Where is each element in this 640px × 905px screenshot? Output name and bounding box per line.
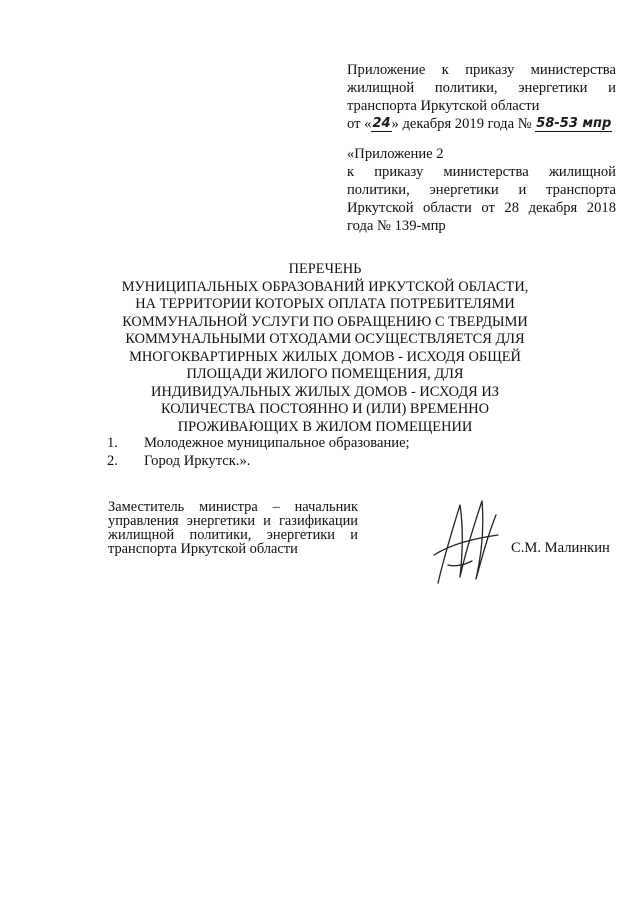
appendix2-header bbox=[347, 145, 616, 235]
appendix2-line-2: к приказу министерства жилищной bbox=[347, 164, 616, 180]
list-item bbox=[107, 452, 250, 470]
position-line-3: жилищной политики, энергетики и bbox=[108, 527, 358, 543]
document-title bbox=[120, 261, 530, 436]
list-item-text: Город Иркутск.». bbox=[144, 453, 251, 469]
appendix-header bbox=[347, 61, 616, 134]
appendix-line-2: жилищной политики, энергетики и bbox=[347, 80, 616, 96]
title-heading: ПЕРЕЧЕНЬ bbox=[288, 261, 362, 277]
appendix-date-line bbox=[347, 115, 616, 134]
signatory-position bbox=[108, 500, 358, 556]
date-prefix: от « bbox=[347, 116, 372, 132]
position-line-2: управления энергетики и газификации bbox=[108, 513, 358, 529]
appendix2-line-3: политики, энергетики и транспорта bbox=[347, 182, 616, 198]
title-body: МУНИЦИПАЛЬНЫХ ОБРАЗОВАНИЙ ИРКУТСКОЙ ОБЛАСТИ, НА ТЕРРИТОРИИ КОТОРЫХ ОПЛАТА ПОТРЕБИТЕЛЯМИ КОММУНАЛЬНОЙ УСЛУГИ ПО ОБРАЩЕНИЮ С ТВЕРДЫМИ КОММУНАЛЬНЫМИ ОТХОДАМИ ОСУЩЕСТВЛЯЕТСЯ ДЛЯ МНОГОКВАРТИРНЫХ ЖИЛЫХ ДОМОВ - ИСХОДЯ ОБЩЕЙ ПЛОЩАДИ ЖИЛОГО ПОМЕЩЕНИЯ, ДЛЯ ИНДИВИДУАЛЬНЫХ ЖИЛЫХ ДОМОВ - ИСХОДЯ ИЗ КОЛИЧЕСТВА ПОСТОЯННО И (ИЛИ) ВРЕМЕННО ПРОЖИВАЮЩИХ В ЖИЛОМ ПОМЕЩЕНИИ bbox=[121, 278, 529, 435]
list-item-number: 2. bbox=[107, 453, 118, 469]
list-item bbox=[107, 434, 410, 452]
appendix2-line-4: Иркутской области от 28 декабря 2018 bbox=[347, 200, 616, 216]
date-mid: » декабря 2019 года № bbox=[391, 116, 536, 132]
position-line-4: транспорта Иркутской области bbox=[108, 541, 298, 557]
position-line-1: Заместитель министра – начальник bbox=[108, 499, 358, 515]
handwritten-signature bbox=[430, 495, 500, 590]
appendix2-line-1: «Приложение 2 bbox=[347, 146, 444, 162]
appendix2-line-5: года № 139-мпр bbox=[347, 218, 446, 234]
date-day-handwritten: 24 bbox=[372, 116, 391, 131]
order-number-handwritten: 58-53 мпр bbox=[536, 116, 612, 131]
appendix-line-3: транспорта Иркутской области bbox=[347, 98, 540, 114]
signatory-name: С.М. Малинкин bbox=[511, 540, 610, 556]
list-item-number: 1. bbox=[107, 435, 118, 451]
list-item-text: Молодежное муниципальное образование; bbox=[144, 435, 410, 451]
appendix-line-1: Приложение к приказу министерства bbox=[347, 62, 616, 78]
